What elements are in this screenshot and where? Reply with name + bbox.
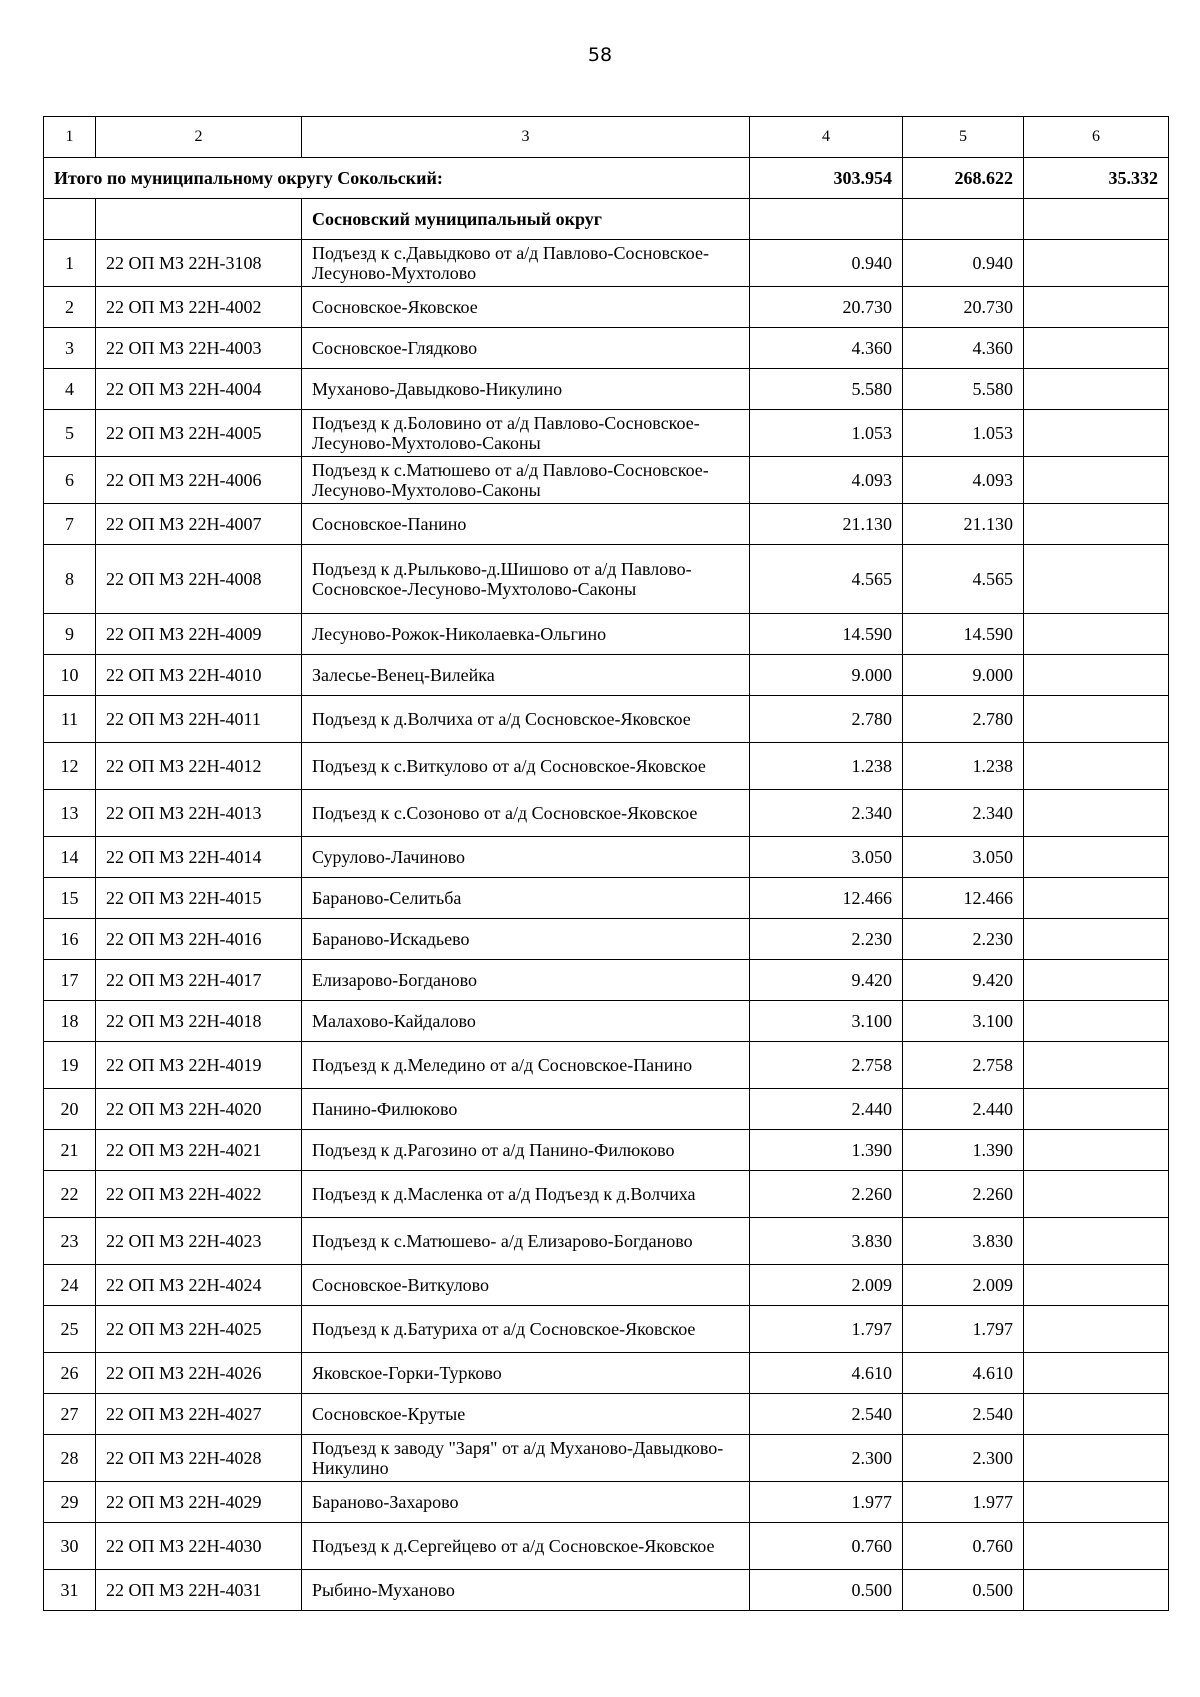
road-code: 22 ОП МЗ 22Н-4006 [96,457,302,504]
road-code: 22 ОП МЗ 22Н-4004 [96,369,302,410]
length-col5: 4.565 [903,545,1024,614]
road-name: Залесье-Венец-Вилейка [302,655,750,696]
table-row [44,240,1169,287]
road-code: 22 ОП МЗ 22Н-4031 [96,1570,302,1611]
length-col5: 2.780 [903,696,1024,743]
road-code: 22 ОП МЗ 22Н-4024 [96,1265,302,1306]
length-col5: 4.360 [903,328,1024,369]
length-col4: 4.565 [750,545,903,614]
length-col6 [1024,1570,1169,1611]
road-code: 22 ОП МЗ 22Н-4014 [96,837,302,878]
table-row [44,743,1169,790]
column-number: 3 [302,117,750,158]
road-name: Бараново-Искадьево [302,919,750,960]
total-row [44,158,1169,199]
length-col6 [1024,457,1169,504]
length-col6 [1024,240,1169,287]
length-col5: 4.093 [903,457,1024,504]
empty-cell [44,199,96,240]
row-number: 5 [44,410,96,457]
table-row [44,1435,1169,1482]
length-col6 [1024,790,1169,837]
length-col4: 1.977 [750,1482,903,1523]
length-col6 [1024,1089,1169,1130]
length-col4: 21.130 [750,504,903,545]
road-code: 22 ОП МЗ 22Н-4013 [96,790,302,837]
row-number: 21 [44,1130,96,1171]
road-code: 22 ОП МЗ 22Н-4005 [96,410,302,457]
length-col5: 4.610 [903,1353,1024,1394]
length-col6 [1024,1306,1169,1353]
row-number: 10 [44,655,96,696]
road-code: 22 ОП МЗ 22Н-4017 [96,960,302,1001]
length-col6 [1024,1435,1169,1482]
table-row [44,960,1169,1001]
table-row [44,878,1169,919]
length-col6 [1024,1130,1169,1171]
length-col6 [1024,743,1169,790]
row-number: 13 [44,790,96,837]
total-col4: 303.954 [750,158,903,199]
row-number: 12 [44,743,96,790]
length-col5: 2.009 [903,1265,1024,1306]
length-col6 [1024,1482,1169,1523]
total-label: Итого по муниципальному округу Сокольский: [44,158,750,199]
row-number: 3 [44,328,96,369]
road-name: Подъезд к с.Созоново от а/д Сосновское-Яковское [302,790,750,837]
length-col5: 2.230 [903,919,1024,960]
table-row [44,287,1169,328]
road-code: 22 ОП МЗ 22Н-4009 [96,614,302,655]
length-col4: 1.797 [750,1306,903,1353]
table-row [44,504,1169,545]
road-code: 22 ОП МЗ 22Н-4015 [96,878,302,919]
length-col6 [1024,369,1169,410]
roads-table [43,116,1169,1611]
row-number: 26 [44,1353,96,1394]
road-code: 22 ОП МЗ 22Н-4011 [96,696,302,743]
road-name: Сосновское-Виткулово [302,1265,750,1306]
row-number: 6 [44,457,96,504]
column-number: 6 [1024,117,1169,158]
road-name: Сосновское-Панино [302,504,750,545]
length-col4: 2.300 [750,1435,903,1482]
column-number: 4 [750,117,903,158]
length-col4: 2.340 [750,790,903,837]
length-col5: 2.300 [903,1435,1024,1482]
road-name: Рыбино-Муханово [302,1570,750,1611]
length-col5: 9.000 [903,655,1024,696]
table-row [44,1306,1169,1353]
length-col5: 1.977 [903,1482,1024,1523]
length-col4: 12.466 [750,878,903,919]
table-row [44,696,1169,743]
row-number: 22 [44,1171,96,1218]
road-name: Подъезд к д.Масленка от а/д Подъезд к д.Волчиха [302,1171,750,1218]
road-name: Лесуново-Рожок-Николаевка-Ольгино [302,614,750,655]
table-row [44,655,1169,696]
table-row [44,457,1169,504]
row-number: 8 [44,545,96,614]
table-row [44,1394,1169,1435]
table-row [44,545,1169,614]
length-col4: 3.830 [750,1218,903,1265]
road-name: Сурулово-Лачиново [302,837,750,878]
length-col6 [1024,545,1169,614]
table-row [44,1130,1169,1171]
row-number: 11 [44,696,96,743]
length-col4: 20.730 [750,287,903,328]
length-col4: 0.940 [750,240,903,287]
table-row [44,1353,1169,1394]
road-name: Панино-Филюково [302,1089,750,1130]
length-col5: 1.238 [903,743,1024,790]
row-number: 20 [44,1089,96,1130]
road-name: Яковское-Горки-Турково [302,1353,750,1394]
table-row [44,1265,1169,1306]
length-col4: 9.420 [750,960,903,1001]
road-code: 22 ОП МЗ 22Н-4022 [96,1171,302,1218]
row-number: 2 [44,287,96,328]
column-number: 2 [96,117,302,158]
total-col5: 268.622 [903,158,1024,199]
length-col4: 5.580 [750,369,903,410]
table-row [44,919,1169,960]
length-col5: 2.260 [903,1171,1024,1218]
row-number: 14 [44,837,96,878]
row-number: 28 [44,1435,96,1482]
length-col6 [1024,287,1169,328]
length-col4: 4.093 [750,457,903,504]
length-col6 [1024,1171,1169,1218]
length-col5: 9.420 [903,960,1024,1001]
page-number: 58 [587,44,613,66]
empty-cell [96,199,302,240]
length-col4: 2.009 [750,1265,903,1306]
length-col5: 5.580 [903,369,1024,410]
length-col6 [1024,504,1169,545]
length-col4: 3.050 [750,837,903,878]
road-code: 22 ОП МЗ 22Н-3108 [96,240,302,287]
road-name: Подъезд к с.Давыдково от а/д Павлово-Сосновское-Лесуново-Мухтолово [302,240,750,287]
length-col5: 2.440 [903,1089,1024,1130]
road-code: 22 ОП МЗ 22Н-4003 [96,328,302,369]
empty-cell [1024,199,1169,240]
road-code: 22 ОП МЗ 22Н-4010 [96,655,302,696]
road-code: 22 ОП МЗ 22Н-4008 [96,545,302,614]
road-code: 22 ОП МЗ 22Н-4019 [96,1042,302,1089]
length-col5: 3.050 [903,837,1024,878]
road-code: 22 ОП МЗ 22Н-4020 [96,1089,302,1130]
road-name: Бараново-Захарово [302,1482,750,1523]
length-col4: 0.500 [750,1570,903,1611]
road-code: 22 ОП МЗ 22Н-4026 [96,1353,302,1394]
length-col6 [1024,837,1169,878]
road-code: 22 ОП МЗ 22Н-4023 [96,1218,302,1265]
length-col5: 20.730 [903,287,1024,328]
row-number: 15 [44,878,96,919]
length-col5: 0.940 [903,240,1024,287]
road-name: Подъезд к с.Виткулово от а/д Сосновское-Яковское [302,743,750,790]
length-col4: 2.540 [750,1394,903,1435]
table-row [44,1570,1169,1611]
table-row [44,790,1169,837]
row-number: 1 [44,240,96,287]
length-col6 [1024,1218,1169,1265]
row-number: 23 [44,1218,96,1265]
length-col6 [1024,614,1169,655]
length-col6 [1024,878,1169,919]
table-row [44,1001,1169,1042]
road-code: 22 ОП МЗ 22Н-4018 [96,1001,302,1042]
row-number: 4 [44,369,96,410]
table-row [44,1482,1169,1523]
table-row [44,1089,1169,1130]
table-row [44,837,1169,878]
length-col5: 1.053 [903,410,1024,457]
length-col5: 0.760 [903,1523,1024,1570]
road-code: 22 ОП МЗ 22Н-4007 [96,504,302,545]
length-col4: 4.610 [750,1353,903,1394]
row-number: 29 [44,1482,96,1523]
column-number: 1 [44,117,96,158]
row-number: 17 [44,960,96,1001]
length-col5: 12.466 [903,878,1024,919]
length-col6 [1024,1523,1169,1570]
length-col6 [1024,410,1169,457]
row-number: 27 [44,1394,96,1435]
road-name: Подъезд к д.Боловино от а/д Павлово-Сосновское-Лесуново-Мухтолово-Саконы [302,410,750,457]
length-col5: 1.390 [903,1130,1024,1171]
road-name: Подъезд к с.Матюшево от а/д Павлово-Сосновское-Лесуново-Мухтолово-Саконы [302,457,750,504]
road-name: Подъезд к с.Матюшево- а/д Елизарово-Богданово [302,1218,750,1265]
length-col4: 2.230 [750,919,903,960]
column-number-row [44,117,1169,158]
length-col4: 2.780 [750,696,903,743]
table-row [44,328,1169,369]
length-col6 [1024,328,1169,369]
row-number: 7 [44,504,96,545]
road-code: 22 ОП МЗ 22Н-4021 [96,1130,302,1171]
row-number: 9 [44,614,96,655]
road-code: 22 ОП МЗ 22Н-4016 [96,919,302,960]
road-name: Бараново-Селитьба [302,878,750,919]
length-col6 [1024,1353,1169,1394]
length-col6 [1024,1394,1169,1435]
length-col4: 2.440 [750,1089,903,1130]
road-name: Подъезд к д.Волчиха от а/д Сосновское-Яковское [302,696,750,743]
length-col4: 1.053 [750,410,903,457]
table-row [44,1042,1169,1089]
road-name: Подъезд к д.Рагозино от а/д Панино-Филюково [302,1130,750,1171]
road-name: Подъезд к заводу "Заря" от а/д Муханово-Давыдково-Никулино [302,1435,750,1482]
table-row [44,369,1169,410]
length-col4: 14.590 [750,614,903,655]
length-col5: 3.830 [903,1218,1024,1265]
length-col5: 2.758 [903,1042,1024,1089]
length-col5: 0.500 [903,1570,1024,1611]
road-name: Подъезд к д.Батуриха от а/д Сосновское-Яковское [302,1306,750,1353]
road-code: 22 ОП МЗ 22Н-4025 [96,1306,302,1353]
road-name: Подъезд к д.Сергейцево от а/д Сосновское-Яковское [302,1523,750,1570]
road-name: Елизарово-Богданово [302,960,750,1001]
length-col5: 3.100 [903,1001,1024,1042]
table-row [44,1218,1169,1265]
length-col6 [1024,960,1169,1001]
length-col4: 1.390 [750,1130,903,1171]
road-code: 22 ОП МЗ 22Н-4028 [96,1435,302,1482]
road-name: Малахово-Кайдалово [302,1001,750,1042]
section-title: Сосновский муниципальный округ [302,199,750,240]
table-row [44,1171,1169,1218]
row-number: 16 [44,919,96,960]
road-code: 22 ОП МЗ 22Н-4029 [96,1482,302,1523]
row-number: 18 [44,1001,96,1042]
length-col4: 0.760 [750,1523,903,1570]
length-col6 [1024,1042,1169,1089]
empty-cell [750,199,903,240]
empty-cell [903,199,1024,240]
road-name: Муханово-Давыдково-Никулино [302,369,750,410]
column-number: 5 [903,117,1024,158]
length-col5: 2.340 [903,790,1024,837]
road-code: 22 ОП МЗ 22Н-4012 [96,743,302,790]
length-col4: 4.360 [750,328,903,369]
length-col4: 9.000 [750,655,903,696]
length-col6 [1024,655,1169,696]
total-col6: 35.332 [1024,158,1169,199]
length-col5: 2.540 [903,1394,1024,1435]
row-number: 30 [44,1523,96,1570]
row-number: 25 [44,1306,96,1353]
length-col6 [1024,696,1169,743]
length-col4: 2.260 [750,1171,903,1218]
road-name: Подъезд к д.Рыльково-д.Шишово от а/д Павлово-Сосновское-Лесуново-Мухтолово-Саконы [302,545,750,614]
table-row [44,614,1169,655]
length-col6 [1024,919,1169,960]
length-col6 [1024,1265,1169,1306]
road-name: Сосновское-Крутые [302,1394,750,1435]
length-col4: 3.100 [750,1001,903,1042]
row-number: 19 [44,1042,96,1089]
table-row [44,1523,1169,1570]
length-col5: 21.130 [903,504,1024,545]
section-row [44,199,1169,240]
row-number: 24 [44,1265,96,1306]
row-number: 31 [44,1570,96,1611]
length-col5: 14.590 [903,614,1024,655]
road-code: 22 ОП МЗ 22Н-4002 [96,287,302,328]
length-col5: 1.797 [903,1306,1024,1353]
road-code: 22 ОП МЗ 22Н-4027 [96,1394,302,1435]
road-name: Подъезд к д.Меледино от а/д Сосновское-Панино [302,1042,750,1089]
length-col4: 2.758 [750,1042,903,1089]
length-col4: 1.238 [750,743,903,790]
road-name: Сосновское-Яковское [302,287,750,328]
road-name: Сосновское-Глядково [302,328,750,369]
table-row [44,410,1169,457]
length-col6 [1024,1001,1169,1042]
road-code: 22 ОП МЗ 22Н-4030 [96,1523,302,1570]
